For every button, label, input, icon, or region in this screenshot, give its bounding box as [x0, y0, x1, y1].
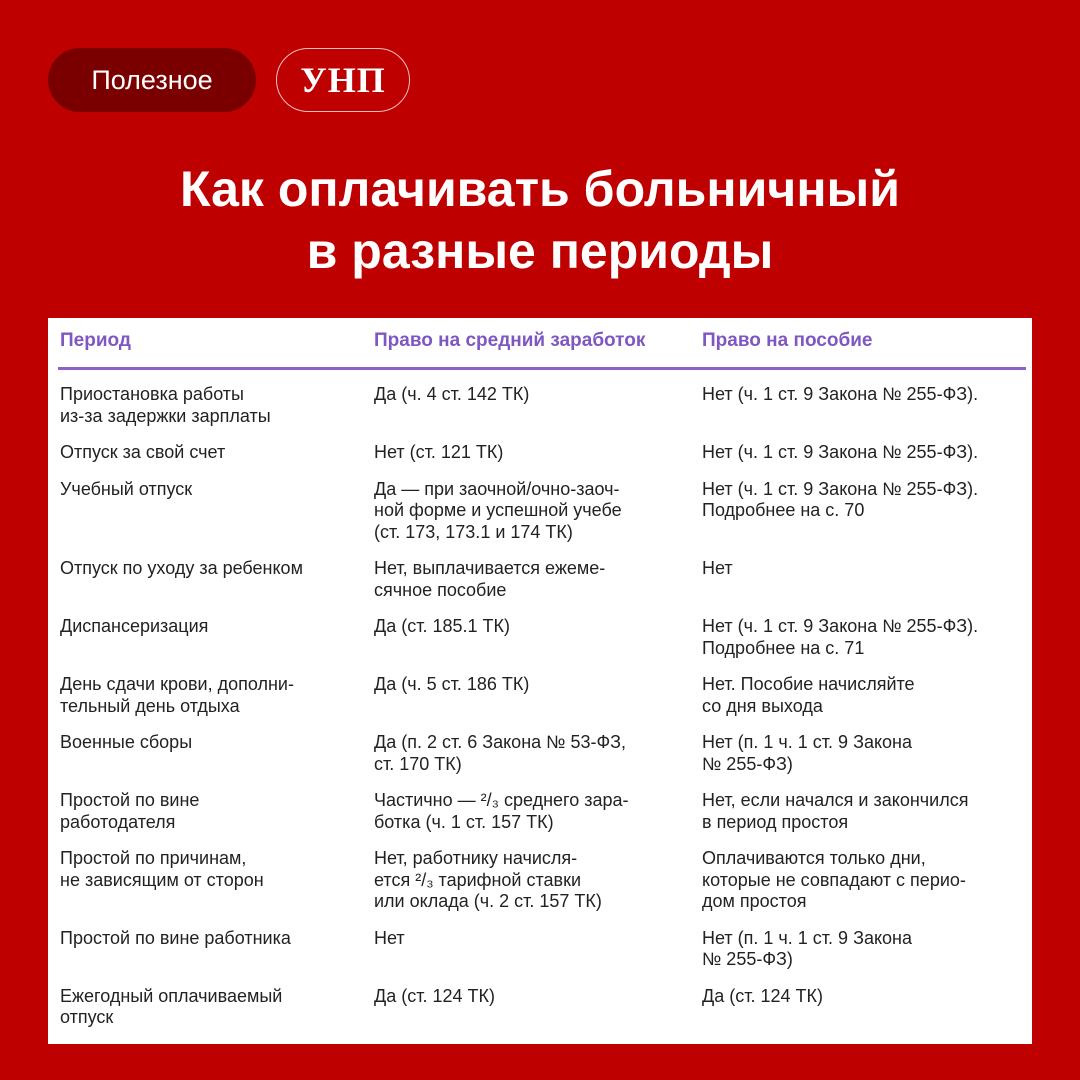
table-row: [48, 928, 1032, 986]
row-earnings: Нет, работнику начисля- ется ²/₃ тарифной ставки или оклада (ч. 2 ст. 157 ТК): [374, 848, 602, 911]
unp-logo: [276, 48, 410, 112]
page-title-line-2: в разные периоды: [306, 223, 774, 279]
row-earnings: Нет, выплачивается ежеме- сячное пособие: [374, 558, 606, 600]
row-period: Диспансеризация: [60, 616, 209, 636]
table-row: [48, 558, 1032, 616]
row-benefit: Нет, если начался и закончился в период простоя: [702, 790, 969, 832]
row-period: Простой по вине работодателя: [60, 790, 200, 832]
header-benefit: Право на пособие: [702, 330, 873, 351]
row-earnings: Нет (ст. 121 ТК): [374, 442, 504, 462]
row-earnings: Да (ст. 124 ТК): [374, 985, 495, 1006]
row-benefit: Нет (п. 1 ч. 1 ст. 9 Закона № 255-ФЗ): [702, 927, 912, 969]
table-body: [48, 384, 1032, 1044]
row-period: День сдачи крови, дополни- тельный день отдыха: [60, 674, 294, 716]
row-earnings: Частично — ²/₃ среднего зара- ботка (ч. 1 ст. 157 ТК): [374, 790, 629, 832]
row-benefit: Нет (ч. 1 ст. 9 Закона № 255-ФЗ). Подробнее на с. 71: [702, 616, 979, 658]
header-period: Период: [60, 330, 131, 351]
table-row: [48, 790, 1032, 848]
row-benefit: Нет. Пособие начисляйте со дня выхода: [702, 674, 915, 716]
table-row: [48, 848, 1032, 928]
category-tag: [48, 48, 256, 112]
header-rule: [58, 367, 1026, 370]
row-period: Учебный отпуск: [60, 478, 193, 499]
table-row: [48, 986, 1032, 1044]
row-benefit: Да (ст. 124 ТК): [702, 985, 823, 1006]
table-row: [48, 674, 1032, 732]
row-period: Простой по вине работника: [60, 927, 291, 948]
category-tag-label: Полезное: [91, 64, 213, 95]
unp-logo-text: УНП: [300, 60, 386, 100]
table-row: [48, 616, 1032, 674]
row-period: Приостановка работы из-за задержки зарплаты: [60, 384, 271, 426]
table-row: [48, 479, 1032, 559]
row-earnings: Да (п. 2 ст. 6 Закона № 53-ФЗ, ст. 170 ТК): [374, 732, 627, 774]
row-period: Отпуск по уходу за ребенком: [60, 558, 303, 578]
row-benefit: Оплачиваются только дни, которые не совпадают с перио- дом простоя: [702, 848, 966, 911]
row-period: Ежегодный оплачиваемый отпуск: [60, 985, 283, 1027]
row-period: Отпуск за свой счет: [60, 442, 226, 462]
row-period: Простой по причинам, не зависящим от сторон: [60, 848, 264, 890]
row-period: Военные сборы: [60, 732, 193, 752]
row-benefit: Нет (ч. 1 ст. 9 Закона № 255-ФЗ). Подробнее на с. 70: [702, 478, 979, 520]
row-benefit: Нет: [702, 558, 733, 578]
sick-pay-table: [48, 318, 1032, 1044]
header-earnings: Право на средний заработок: [374, 330, 646, 351]
row-earnings: Да (ч. 5 ст. 186 ТК): [374, 674, 530, 694]
row-benefit: Нет (п. 1 ч. 1 ст. 9 Закона № 255-ФЗ): [702, 732, 912, 774]
row-benefit: Нет (ч. 1 ст. 9 Закона № 255-ФЗ).: [702, 384, 979, 404]
row-earnings: Нет: [374, 927, 405, 948]
page-title: [0, 158, 1080, 282]
table-header: [48, 318, 1032, 368]
row-earnings: Да (ст. 185.1 ТК): [374, 616, 510, 636]
row-earnings: Да — при заочной/очно-заоч- ной форме и успешной учебе (ст. 173, 173.1 и 174 ТК): [374, 478, 622, 542]
page-title-line-1: Как оплачивать больничный: [180, 161, 900, 217]
table-row: [48, 442, 1032, 479]
row-benefit: Нет (ч. 1 ст. 9 Закона № 255-ФЗ).: [702, 442, 979, 462]
row-earnings: Да (ч. 4 ст. 142 ТК): [374, 384, 530, 404]
table-row: [48, 384, 1032, 442]
table-row: [48, 732, 1032, 790]
